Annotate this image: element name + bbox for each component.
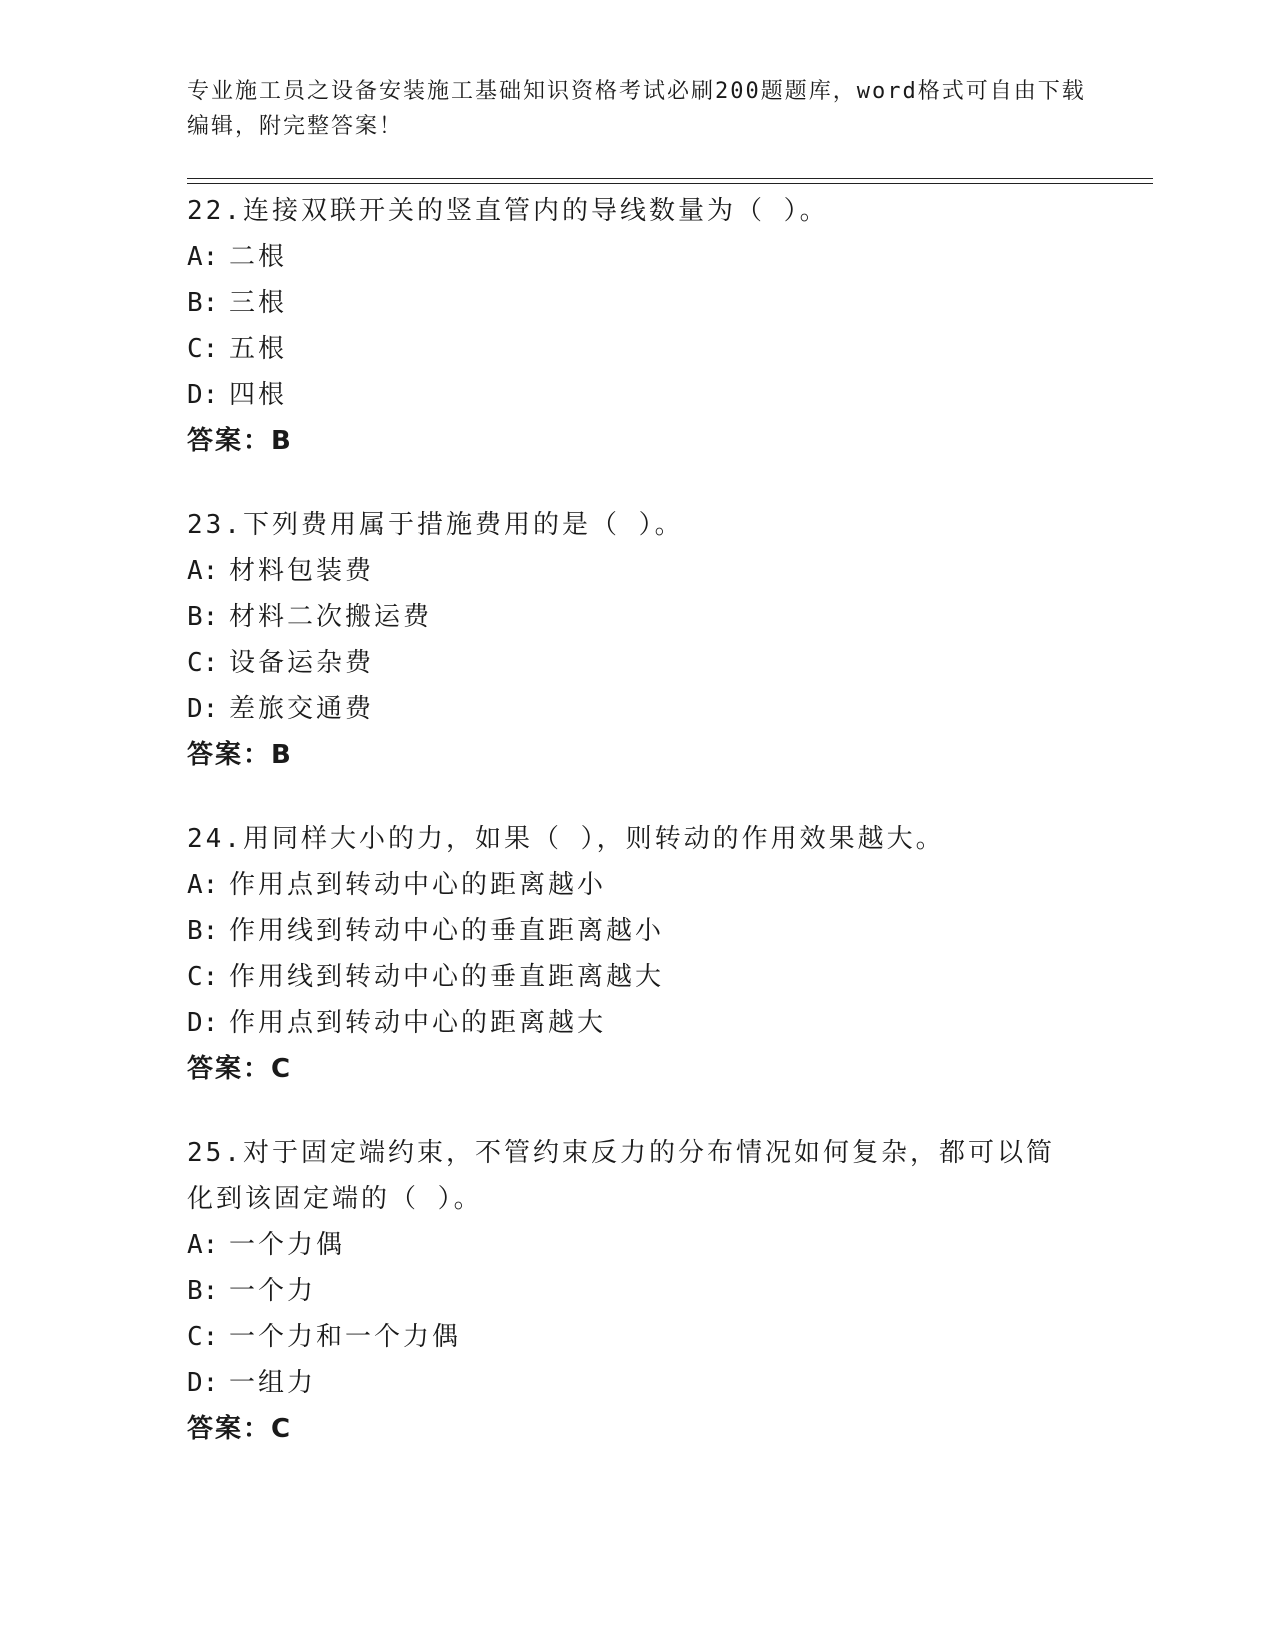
- question-24: [187, 816, 1087, 1092]
- option-b: [187, 594, 1087, 640]
- option-text: 一组力: [229, 1368, 317, 1398]
- option-text: 设备运杂费: [229, 648, 375, 678]
- option-text: 材料二次搬运费: [229, 602, 433, 632]
- option-letter: A:: [187, 1230, 219, 1260]
- option-text: 作用点到转动中心的距离越大: [229, 1008, 607, 1038]
- option-letter: D:: [187, 380, 219, 410]
- option-c: [187, 1314, 1087, 1360]
- option-text: 一个力: [229, 1276, 317, 1306]
- option-letter: C:: [187, 962, 219, 992]
- option-d: [187, 372, 1087, 418]
- option-text: 差旅交通费: [229, 694, 375, 724]
- question-22: [187, 188, 1087, 464]
- question-list: [187, 188, 1087, 1490]
- question-stem: 25.对于固定端约束，不管约束反力的分布情况如何复杂，都可以简化到该固定端的（ ）。: [187, 1138, 1055, 1214]
- question-stem: 22.连接双联开关的竖直管内的导线数量为（ ）。: [187, 196, 829, 226]
- option-text: 作用线到转动中心的垂直距离越小: [229, 916, 665, 946]
- document-header: [187, 74, 1087, 144]
- option-d: [187, 686, 1087, 732]
- option-b: [187, 1268, 1087, 1314]
- option-a: [187, 1222, 1087, 1268]
- answer-line: 答案：B: [187, 740, 293, 770]
- answer-line: 答案：C: [187, 1054, 293, 1084]
- answer-line: 答案：B: [187, 426, 293, 456]
- option-letter: D:: [187, 694, 219, 724]
- question-23: [187, 502, 1087, 778]
- option-b: [187, 280, 1087, 326]
- option-letter: A:: [187, 242, 219, 272]
- option-letter: D:: [187, 1368, 219, 1398]
- option-a: [187, 234, 1087, 280]
- option-c: [187, 954, 1087, 1000]
- option-b: [187, 908, 1087, 954]
- option-text: 一个力和一个力偶: [229, 1322, 462, 1352]
- question-stem: 23.下列费用属于措施费用的是（ ）。: [187, 510, 684, 540]
- option-letter: C:: [187, 334, 219, 364]
- option-c: [187, 326, 1087, 372]
- question-stem: 24.用同样大小的力，如果（ ），则转动的作用效果越大。: [187, 824, 945, 854]
- option-a: [187, 548, 1087, 594]
- option-a: [187, 862, 1087, 908]
- answer-line: 答案：C: [187, 1414, 293, 1444]
- option-text: 五根: [229, 334, 288, 364]
- option-text: 作用点到转动中心的距离越小: [229, 870, 607, 900]
- option-letter: D:: [187, 1008, 219, 1038]
- header-divider-bottom: [187, 183, 1153, 184]
- document-title: 专业施工员之设备安装施工基础知识资格考试必刷200题题库，word格式可自由下载编辑，附完整答案！: [187, 79, 1086, 139]
- option-text: 三根: [229, 288, 288, 318]
- option-letter: B:: [187, 1276, 219, 1306]
- option-d: [187, 1360, 1087, 1406]
- question-25: [187, 1130, 1087, 1452]
- option-letter: B:: [187, 916, 219, 946]
- option-text: 作用线到转动中心的垂直距离越大: [229, 962, 665, 992]
- option-letter: C:: [187, 648, 219, 678]
- option-text: 二根: [229, 242, 288, 272]
- option-text: 一个力偶: [229, 1230, 346, 1260]
- option-text: 四根: [229, 380, 288, 410]
- option-d: [187, 1000, 1087, 1046]
- option-c: [187, 640, 1087, 686]
- option-letter: B:: [187, 602, 219, 632]
- option-letter: C:: [187, 1322, 219, 1352]
- option-letter: B:: [187, 288, 219, 318]
- option-letter: A:: [187, 870, 219, 900]
- option-letter: A:: [187, 556, 219, 586]
- header-divider-top: [187, 178, 1153, 179]
- option-text: 材料包装费: [229, 556, 375, 586]
